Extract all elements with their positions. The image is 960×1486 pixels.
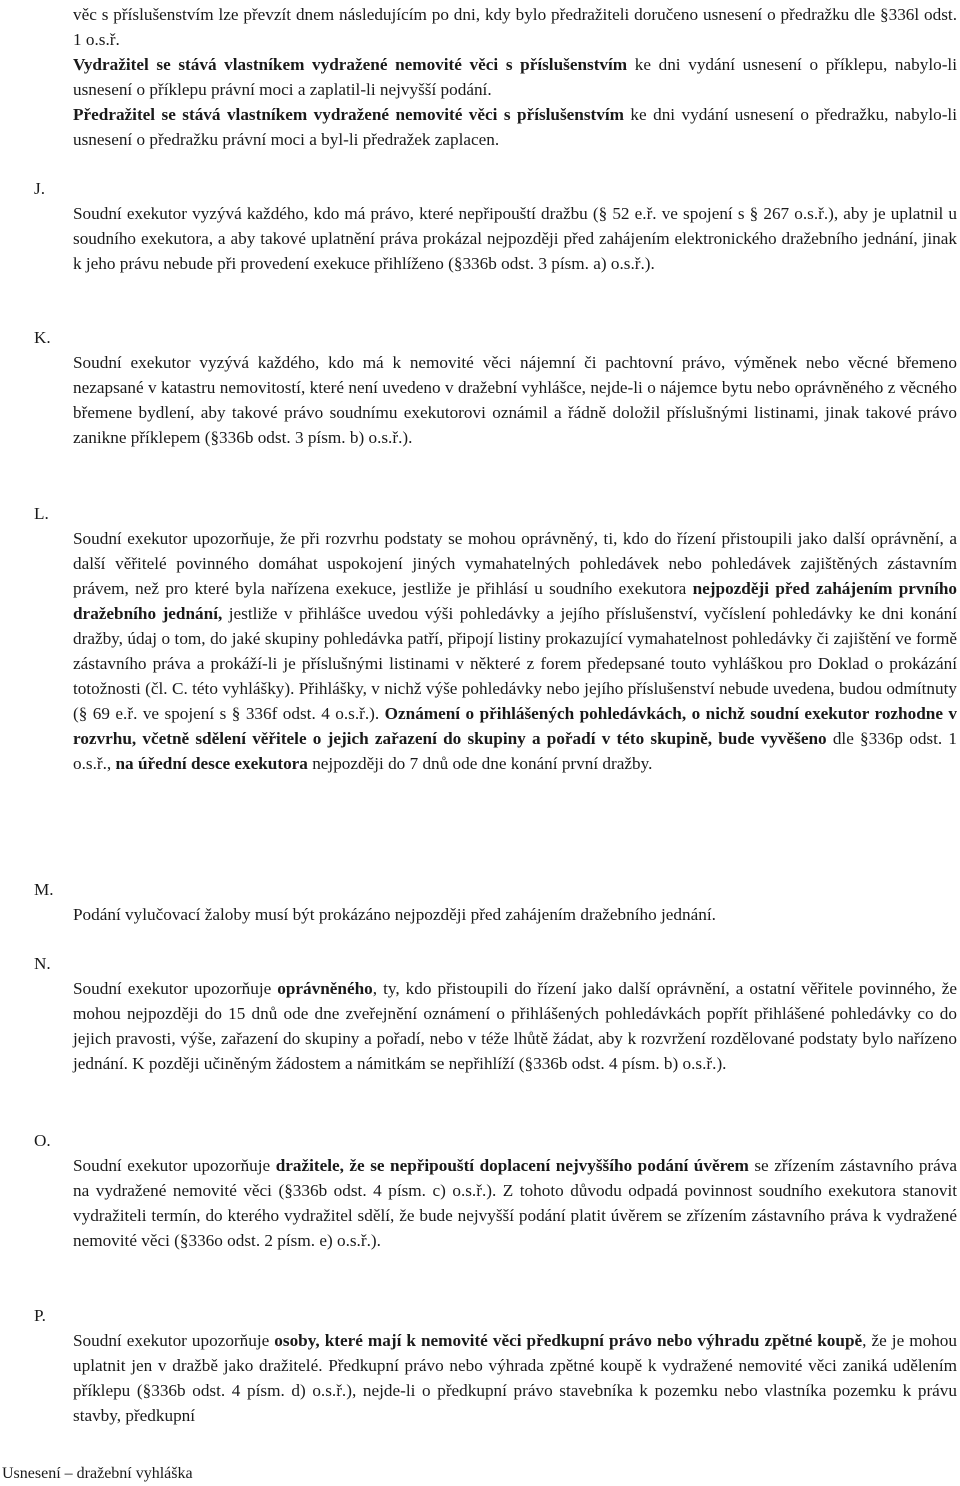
bold-text: Oznámení o přihlášených pohledávkách, o nichž soudní exekutor rozhodne v rozvrhu, včetně sdělení věřitele o jejich zařazení do skupiny a pořadí v této skupině, bude vyvěšeno bbox=[73, 704, 957, 748]
section-j-paragraph bbox=[73, 201, 957, 276]
section-letter-m: M. bbox=[34, 880, 54, 899]
section-letter-n: N. bbox=[34, 954, 51, 973]
section-n-text bbox=[73, 976, 957, 1076]
bold-text: Předražitel se stává vlastníkem vydražené nemovité věci s příslušenstvím bbox=[73, 105, 624, 124]
section-k-text: Soudní exekutor vyzývá každého, kdo má k nemovité věci nájemní či pachtovní právo, výměnek nebo věcné břemeno nezapsané v katastru nemovitostí, které není uvedeno v dražební vyhlášce, nejde-li o nájemce bytu nebo oprávněného z věcného břemene bydlení, aby takové právo soudnímu exekutorovi oznámil a řádně doložil příslušnými listinami, jinak takové právo zanikne příklepem (§336b odst. 3 písm. b) o.s.ř.). bbox=[73, 353, 957, 447]
section-letter-l: L. bbox=[34, 504, 49, 523]
body-text: ke dni vydání usnesení o předražku, nabylo-li usnesení o předražku právní moci a byl-li předražek zaplacen. bbox=[73, 105, 957, 149]
section-k-paragraph bbox=[73, 350, 957, 450]
body-text: Soudní exekutor upozorňuje bbox=[73, 979, 278, 998]
section-p-paragraph bbox=[73, 1328, 957, 1428]
bold-text: dražitele, že se nepřipouští doplacení nejvyššího podání úvěrem bbox=[275, 1156, 749, 1175]
intro-paragraph-1: věc s příslušenstvím lze převzít dnem následujícím po dni, kdy bylo předražiteli doručeno usnesení o předražku dle §336l odst. 1 o.s.ř. bbox=[73, 5, 957, 49]
body-text: Soudní exekutor upozorňuje, že při rozvrhu podstaty se mohou oprávněný, ti, kdo do řízení přistoupili jako další oprávnění, a další věřitelé povinného domáhat uspokojení jiných vymahatelných pohledávek nebo pohledávek zajištěných zástavním právem, než pro které byla nařízena exekuce, jestliže je přihlásí u soudního exekutora bbox=[73, 529, 957, 598]
body-text: Soudní exekutor upozorňuje bbox=[73, 1331, 275, 1350]
body-text: Soudní exekutor upozorňuje bbox=[73, 1156, 276, 1175]
section-l-paragraph bbox=[73, 526, 957, 776]
bold-text: oprávněného bbox=[277, 979, 373, 998]
bold-text: nejpozději před zahájením prvního dražebního jednání, bbox=[73, 579, 957, 623]
section-letter-o: O. bbox=[34, 1131, 51, 1150]
section-letter-p: P. bbox=[34, 1306, 46, 1325]
body-text: se zřízením zástavního práva na vydražené nemovité věci (§336b odst. 4 písm. c) o.s.ř.). Z tohoto důvodu odpadá povinnost soudního exekutora stanovit vydražiteli termín, do kterého vydražitel sdělí, že bude nejvyšší podání platit úvěrem se zřízením zástavního práva k vydražené nemovité věci (§336o odst. 2 písm. e) o.s.ř.). bbox=[73, 1156, 957, 1250]
body-text: jestliže v přihlášce uvedou výši pohledávky a jejího příslušenství, vyčíslení pohledávky ke dni konání dražby, údaj o tom, do jaké skupiny pohledávka patří, připojí listiny prokazující vymahatelnost pohledávky či zajištění ve formě zástavního práva a prokáží-li je příslušnými listinami v některé z forem předepsané touto vyhláškou pro Doklad o prokázání totožnosti (čl. C. této vyhlášky). Přihlášky, v nichž výše pohledávky nebo jejího příslušenství nebude uvedena, budou odmítnuty (§ 69 e.ř. ve spojení s § 336f odst. 4 o.s.ř.). bbox=[73, 604, 957, 723]
section-o-paragraph bbox=[73, 1153, 957, 1253]
section-letter-k: K. bbox=[34, 328, 51, 347]
body-text: , ty, kdo přistoupili do řízení jako další oprávnění, a ostatní věřitele povinného, že mohou nejpozději do 15 dnů ode dne zveřejnění oznámení o přihlášených pohledávkách popřít přihlášené pohledávky co do jejich pravosti, výše, zařazení do skupiny a pořadí, nebo v téže lhůtě žádat, aby k rozvržení rozdělované podstaty bylo nařízeno jednání. K později učiněným žádostem a námitkám se nepřihlíží (§336b odst. 4 písm. b) o.s.ř.). bbox=[73, 979, 957, 1073]
section-j-text: Soudní exekutor vyzývá každého, kdo má právo, které nepřipouští dražbu (§ 52 e.ř. ve spojení s § 267 o.s.ř.), aby je uplatnil u soudního exekutora, a aby takové uplatnění práva prokázal nejpozději před zahájením elektronického dražebního jednání, jinak k jeho právu nebude při provedení exekuce přihlíženo (§336b odst. 3 písm. a) o.s.ř.). bbox=[73, 204, 957, 273]
body-text: ke dni vydání usnesení o příklepu, nabylo-li usnesení o příklepu právní moci a zaplatil-li nejvyšší podání. bbox=[73, 55, 957, 99]
body-text: nejpozději do 7 dnů ode dne konání první dražby. bbox=[307, 754, 653, 773]
intro-paragraph-2 bbox=[73, 52, 957, 102]
page-footer: Usnesení – dražební vyhláška bbox=[2, 1465, 193, 1482]
intro-section bbox=[73, 2, 957, 152]
section-m-paragraph bbox=[73, 902, 957, 927]
intro-paragraph-3 bbox=[73, 102, 957, 152]
section-n-paragraph bbox=[73, 976, 957, 1076]
section-o-text bbox=[73, 1153, 957, 1253]
body-text: dle §336p odst. 1 o.s.ř., bbox=[73, 729, 957, 773]
body-text: , že je mohou uplatnit jen v dražbě jako dražitelé. Předkupní právo nebo výhrada zpětné koupě k vydražené nemovité věci zaniká udělením příklepu (§336b odst. 4 písm. d) o.s.ř.), nejde-li o předkupní právo stavebníka k pozemku nebo vlastníka pozemku k právu stavby, předkupní bbox=[73, 1331, 957, 1425]
section-letter-j: J. bbox=[34, 179, 45, 198]
section-m-text: Podání vylučovací žaloby musí být prokázáno nejpozději před zahájením dražebního jednání. bbox=[73, 905, 716, 924]
section-l-text bbox=[73, 526, 957, 776]
bold-text: osoby, které mají k nemovité věci předkupní právo nebo výhradu zpětné koupě bbox=[274, 1331, 863, 1350]
bold-text: na úřední desce exekutora bbox=[115, 754, 308, 773]
bold-text: Vydražitel se stává vlastníkem vydražené nemovité věci s příslušenstvím bbox=[73, 55, 628, 74]
section-p-text bbox=[73, 1328, 957, 1428]
